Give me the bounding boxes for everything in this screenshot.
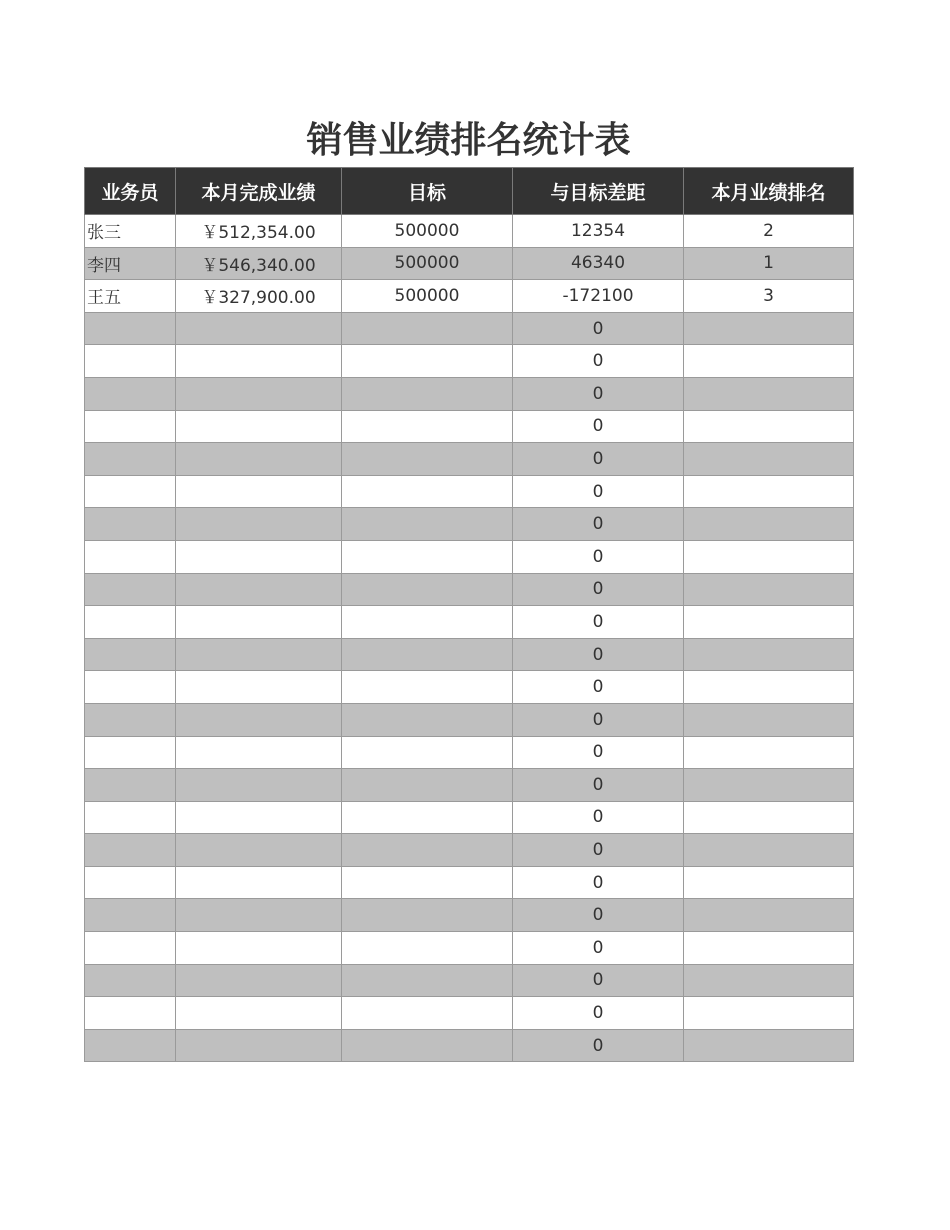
cell-gap-to-target[interactable]: 46340	[513, 247, 684, 280]
cell-monthly-rank[interactable]	[684, 671, 854, 704]
cell-monthly-performance[interactable]	[176, 866, 342, 899]
cell-salesperson[interactable]	[85, 606, 176, 639]
cell-monthly-rank[interactable]	[684, 834, 854, 867]
cell-gap-to-target[interactable]: 0	[513, 475, 684, 508]
cell-target[interactable]	[342, 508, 513, 541]
cell-monthly-rank[interactable]	[684, 410, 854, 443]
cell-monthly-performance[interactable]	[176, 1029, 342, 1062]
column-header-gap-to-target[interactable]: 与目标差距	[513, 168, 684, 215]
cell-gap-to-target[interactable]: 0	[513, 377, 684, 410]
cell-monthly-performance[interactable]	[176, 573, 342, 606]
cell-monthly-performance[interactable]	[176, 899, 342, 932]
column-header-salesperson[interactable]: 业务员	[85, 168, 176, 215]
table-row	[85, 769, 854, 802]
table-row	[85, 410, 854, 443]
cell-gap-to-target[interactable]: 0	[513, 866, 684, 899]
cell-target[interactable]	[342, 475, 513, 508]
table-row	[85, 247, 854, 280]
cell-monthly-rank[interactable]	[684, 769, 854, 802]
cell-monthly-rank[interactable]	[684, 997, 854, 1030]
cell-monthly-rank[interactable]	[684, 801, 854, 834]
cell-salesperson[interactable]	[85, 736, 176, 769]
cell-monthly-performance[interactable]	[176, 671, 342, 704]
cell-gap-to-target[interactable]: 0	[513, 769, 684, 802]
cell-gap-to-target[interactable]: 0	[513, 932, 684, 965]
cell-target[interactable]	[342, 997, 513, 1030]
cell-gap-to-target[interactable]: 0	[513, 540, 684, 573]
cell-monthly-performance[interactable]	[176, 997, 342, 1030]
cell-gap-to-target[interactable]: 12354	[513, 215, 684, 248]
cell-monthly-rank[interactable]: 3	[684, 280, 854, 313]
table-row	[85, 866, 854, 899]
cell-gap-to-target[interactable]: 0	[513, 1029, 684, 1062]
table-row	[85, 540, 854, 573]
table-row	[85, 1029, 854, 1062]
cell-salesperson[interactable]	[85, 540, 176, 573]
cell-salesperson[interactable]	[85, 638, 176, 671]
cell-gap-to-target[interactable]: 0	[513, 964, 684, 997]
cell-target[interactable]	[342, 638, 513, 671]
cell-target[interactable]	[342, 736, 513, 769]
cell-gap-to-target[interactable]: 0	[513, 899, 684, 932]
table-row	[85, 932, 854, 965]
cell-gap-to-target[interactable]: 0	[513, 834, 684, 867]
cell-monthly-performance[interactable]	[176, 736, 342, 769]
cell-salesperson[interactable]	[85, 1029, 176, 1062]
table-row	[85, 736, 854, 769]
cell-monthly-rank[interactable]	[684, 899, 854, 932]
table-row	[85, 638, 854, 671]
cell-salesperson[interactable]	[85, 475, 176, 508]
cell-monthly-performance[interactable]: ￥327,900.00	[176, 280, 342, 313]
cell-target[interactable]	[342, 964, 513, 997]
cell-monthly-performance[interactable]	[176, 964, 342, 997]
cell-salesperson[interactable]	[85, 377, 176, 410]
cell-target[interactable]	[342, 312, 513, 345]
cell-salesperson[interactable]: 王五	[85, 280, 176, 313]
cell-monthly-performance[interactable]	[176, 932, 342, 965]
cell-target[interactable]: 500000	[342, 247, 513, 280]
cell-salesperson[interactable]	[85, 345, 176, 378]
cell-gap-to-target[interactable]: 0	[513, 801, 684, 834]
cell-salesperson[interactable]	[85, 443, 176, 476]
table-row	[85, 964, 854, 997]
cell-monthly-rank[interactable]	[684, 638, 854, 671]
table-row	[85, 997, 854, 1030]
cell-monthly-performance[interactable]: ￥512,354.00	[176, 215, 342, 248]
cell-target[interactable]	[342, 540, 513, 573]
cell-target[interactable]	[342, 1029, 513, 1062]
cell-monthly-rank[interactable]	[684, 736, 854, 769]
table-row	[85, 703, 854, 736]
cell-gap-to-target[interactable]: 0	[513, 606, 684, 639]
table-row	[85, 508, 854, 541]
cell-target[interactable]	[342, 769, 513, 802]
cell-gap-to-target[interactable]: 0	[513, 312, 684, 345]
cell-gap-to-target[interactable]: 0	[513, 443, 684, 476]
column-header-target[interactable]: 目标	[342, 168, 513, 215]
cell-salesperson[interactable]	[85, 997, 176, 1030]
cell-target[interactable]	[342, 345, 513, 378]
cell-salesperson[interactable]	[85, 508, 176, 541]
cell-salesperson[interactable]: 张三	[85, 215, 176, 248]
table-row	[85, 606, 854, 639]
cell-monthly-performance[interactable]	[176, 801, 342, 834]
cell-monthly-performance[interactable]	[176, 540, 342, 573]
cell-target[interactable]	[342, 573, 513, 606]
cell-monthly-rank[interactable]	[684, 866, 854, 899]
cell-target[interactable]	[342, 443, 513, 476]
cell-monthly-rank[interactable]	[684, 606, 854, 639]
table-row	[85, 443, 854, 476]
cell-monthly-rank[interactable]: 1	[684, 247, 854, 280]
cell-gap-to-target[interactable]: -172100	[513, 280, 684, 313]
cell-monthly-rank[interactable]	[684, 540, 854, 573]
column-header-monthly-performance[interactable]: 本月完成业绩	[176, 168, 342, 215]
cell-target[interactable]	[342, 606, 513, 639]
cell-salesperson[interactable]	[85, 866, 176, 899]
cell-salesperson[interactable]	[85, 899, 176, 932]
table-row	[85, 280, 854, 313]
table-row	[85, 671, 854, 704]
cell-target[interactable]	[342, 703, 513, 736]
column-header-monthly-rank[interactable]: 本月业绩排名	[684, 168, 854, 215]
table-row	[85, 801, 854, 834]
cell-target[interactable]: 500000	[342, 215, 513, 248]
cell-target[interactable]	[342, 671, 513, 704]
cell-monthly-rank[interactable]	[684, 703, 854, 736]
cell-salesperson[interactable]	[85, 573, 176, 606]
cell-monthly-rank[interactable]: 2	[684, 215, 854, 248]
cell-monthly-performance[interactable]	[176, 834, 342, 867]
cell-target[interactable]	[342, 866, 513, 899]
cell-salesperson[interactable]	[85, 312, 176, 345]
cell-target[interactable]: 500000	[342, 280, 513, 313]
cell-monthly-rank[interactable]	[684, 443, 854, 476]
cell-monthly-rank[interactable]	[684, 573, 854, 606]
cell-gap-to-target[interactable]: 0	[513, 638, 684, 671]
cell-monthly-rank[interactable]	[684, 508, 854, 541]
cell-target[interactable]	[342, 834, 513, 867]
cell-target[interactable]	[342, 801, 513, 834]
cell-target[interactable]	[342, 932, 513, 965]
cell-gap-to-target[interactable]: 0	[513, 736, 684, 769]
cell-salesperson[interactable]	[85, 834, 176, 867]
cell-monthly-performance[interactable]	[176, 443, 342, 476]
cell-salesperson[interactable]	[85, 703, 176, 736]
cell-gap-to-target[interactable]: 0	[513, 573, 684, 606]
cell-salesperson[interactable]	[85, 671, 176, 704]
cell-monthly-performance[interactable]	[176, 606, 342, 639]
cell-monthly-performance[interactable]	[176, 345, 342, 378]
table-row	[85, 215, 854, 248]
cell-monthly-rank[interactable]	[684, 1029, 854, 1062]
table-row	[85, 377, 854, 410]
cell-monthly-rank[interactable]	[684, 932, 854, 965]
cell-gap-to-target[interactable]: 0	[513, 410, 684, 443]
cell-gap-to-target[interactable]: 0	[513, 508, 684, 541]
cell-gap-to-target[interactable]: 0	[513, 703, 684, 736]
cell-salesperson[interactable]	[85, 769, 176, 802]
cell-monthly-performance[interactable]	[176, 377, 342, 410]
sales-ranking-table	[84, 167, 854, 1062]
table-row	[85, 345, 854, 378]
table-row	[85, 312, 854, 345]
table-header	[85, 168, 854, 215]
cell-monthly-performance[interactable]	[176, 769, 342, 802]
cell-salesperson[interactable]: 李四	[85, 247, 176, 280]
table-row	[85, 899, 854, 932]
cell-monthly-performance[interactable]	[176, 638, 342, 671]
cell-target[interactable]	[342, 377, 513, 410]
cell-salesperson[interactable]	[85, 801, 176, 834]
cell-monthly-rank[interactable]	[684, 964, 854, 997]
cell-gap-to-target[interactable]: 0	[513, 671, 684, 704]
cell-salesperson[interactable]	[85, 932, 176, 965]
cell-monthly-rank[interactable]	[684, 475, 854, 508]
table-row	[85, 834, 854, 867]
cell-target[interactable]	[342, 410, 513, 443]
cell-monthly-performance[interactable]	[176, 508, 342, 541]
cell-monthly-performance[interactable]	[176, 410, 342, 443]
table-body	[85, 215, 854, 1062]
table-row	[85, 475, 854, 508]
cell-gap-to-target[interactable]: 0	[513, 997, 684, 1030]
cell-salesperson[interactable]	[85, 410, 176, 443]
header-row	[85, 168, 854, 215]
cell-salesperson[interactable]	[85, 964, 176, 997]
table-row	[85, 573, 854, 606]
cell-monthly-performance[interactable]	[176, 475, 342, 508]
cell-monthly-performance[interactable]	[176, 312, 342, 345]
cell-monthly-performance[interactable]: ￥546,340.00	[176, 247, 342, 280]
cell-monthly-performance[interactable]	[176, 703, 342, 736]
cell-monthly-rank[interactable]	[684, 377, 854, 410]
cell-monthly-rank[interactable]	[684, 345, 854, 378]
cell-gap-to-target[interactable]: 0	[513, 345, 684, 378]
cell-target[interactable]	[342, 899, 513, 932]
page-title: 销售业绩排名统计表	[306, 120, 631, 161]
cell-monthly-rank[interactable]	[684, 312, 854, 345]
